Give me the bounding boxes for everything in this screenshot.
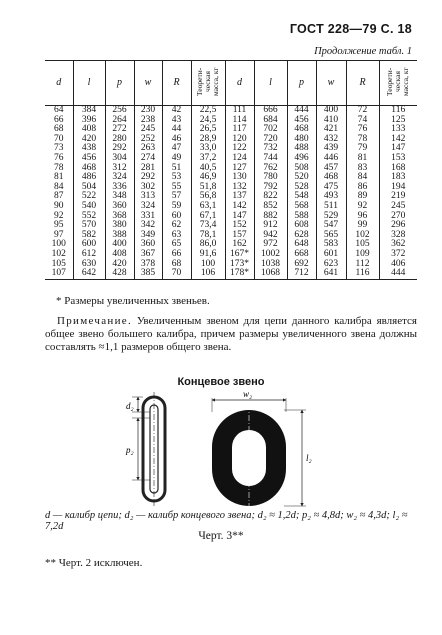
table-cell: 122 [225,144,254,154]
table-cell: 762 [254,164,287,174]
table-cell: 132 [225,183,254,193]
table-cell: 62 [162,221,191,231]
table-cell: 46,9 [191,173,225,183]
table-cell: 342 [134,221,162,231]
table-cell: 100 [191,260,225,270]
table-cell: 372 [379,250,417,260]
table-cell: 183 [379,173,417,183]
table-cell: 304 [105,154,134,164]
table-cell: 348 [105,192,134,202]
table-cell: 942 [254,231,287,241]
table-cell: 81 [346,154,379,164]
table-cell: 274 [134,154,162,164]
column-header-label: Теорети-ческая масса, кг [385,67,411,97]
table-cell: 684 [254,116,287,126]
table-cell: 744 [254,154,287,164]
table-cell: 256 [105,106,134,116]
table-cell: 630 [73,260,105,270]
table-cell: 64 [54,105,64,115]
table-cell: 78 [54,162,64,173]
table-cell: 457 [316,164,346,174]
front-view [212,404,286,509]
table-cell: 568 [287,202,316,212]
table-cell: 78,1 [191,231,225,241]
column-header-label: R [359,77,366,89]
table-cell: 33,0 [191,144,225,154]
column-header-label: p [117,77,122,89]
table-cell: 40,5 [191,164,225,174]
table-cell: 280 [105,135,134,145]
table-cell: 852 [254,202,287,212]
column-header [379,61,417,106]
table-cell: 70 [162,269,191,279]
d2-label: d₂ [126,401,134,411]
table-cell: 570 [73,221,105,231]
end-link-drawing [110,390,340,510]
table-cell: 428 [105,269,134,279]
table-cell: 456 [287,116,316,126]
table-cell: 117 [225,125,254,135]
table-cell: 270 [379,212,417,222]
table-cell: 439 [316,144,346,154]
table-cell: 79 [346,144,379,154]
table-cell: 438 [73,144,105,154]
table-cell: 147 [225,212,254,222]
table-cell: 84 [54,181,64,192]
table-cell: 91,6 [191,250,225,260]
table-cell: 336 [105,183,134,193]
table-cell: 99 [346,221,379,231]
table-cell: 230 [134,106,162,116]
table-cell: 410 [316,116,346,126]
table-cell: 408 [73,125,105,135]
table-cell: 444 [379,269,417,279]
table-cell: 112 [346,260,379,270]
table-cell: 712 [287,269,316,279]
table-cell: 628 [287,231,316,241]
table-cell: 60 [162,212,191,222]
table-cell: 90 [54,200,64,211]
table-cell: 142 [225,202,254,212]
table-cell: 565 [316,231,346,241]
table-cell: 68 [162,260,191,270]
table-cell: 312 [105,164,134,174]
table-cell: 446 [316,154,346,164]
table-cell: 456 [73,154,105,164]
table-cell: 349 [134,231,162,241]
table-cell: 63 [162,231,191,241]
table-cell: 89 [346,192,379,202]
table-cell: 292 [134,173,162,183]
table-cell: 26,5 [191,125,225,135]
table-cell: 57 [162,192,191,202]
table-cell: 194 [379,183,417,193]
table-cell: 245 [134,125,162,135]
table-cell: 540 [73,202,105,212]
column-header [45,61,73,106]
table-cell: 76 [346,125,379,135]
table-cell: 86 [346,183,379,193]
table-cell: 272 [105,125,134,135]
column-header-label: w [144,77,152,89]
table-cell: 522 [73,192,105,202]
table-cell: 67,1 [191,212,225,222]
table-cell: 444 [287,106,316,116]
column-header-label: w [327,77,335,89]
table-cell: 167* [225,250,254,260]
column-header [316,61,346,106]
table-cell: 972 [254,240,287,250]
table-cell: 124 [225,154,254,164]
table-cell: 600 [73,240,105,250]
table-cell: 137 [225,192,254,202]
table-cell: 384 [73,106,105,116]
table-cell: 420 [105,260,134,270]
table-cell: 59 [162,202,191,212]
figure-caption: Черт. 3** [198,530,244,542]
table-cell: 73 [54,143,64,154]
table-cell: 792 [254,183,287,193]
note-label: Примечание. [57,315,133,327]
table-cell: 421 [316,125,346,135]
table-cell: 120 [225,135,254,145]
table-cell: 642 [73,269,105,279]
table-cell: 601 [316,250,346,260]
table-cell: 400 [105,240,134,250]
table-cell: 73,4 [191,221,225,231]
table-cell: 583 [316,240,346,250]
table-cell: 178* [225,269,254,279]
table-cell: 95 [54,220,64,231]
table-cell: 173* [225,260,254,270]
table-cell: 147 [379,144,417,154]
table-cell: 720 [254,135,287,145]
column-header-label: R [173,77,180,89]
table-cell: 114 [225,116,254,126]
table-cell: 367 [134,250,162,260]
table-cell: 22,5 [191,106,225,116]
table-cell: 281 [134,164,162,174]
table-cell: 588 [287,212,316,222]
table-cell: 44 [162,125,191,135]
table-cell: 83 [346,164,379,174]
table-cell: 641 [316,269,346,279]
table-cell: 49 [162,154,191,164]
table-cell: 400 [316,106,346,116]
table-cell: 324 [105,173,134,183]
table-cell: 324 [134,202,162,212]
table-cell: 408 [105,250,134,260]
table-cell: 51,8 [191,183,225,193]
table-cell: 245 [379,202,417,212]
table-cell: 396 [73,116,105,126]
table-cell: 486 [73,173,105,183]
p2-label: p₂ [126,445,134,455]
table-cell: 86,0 [191,240,225,250]
table-cell: 496 [287,154,316,164]
table-cell: 97 [54,229,64,240]
table-cell: 168 [379,164,417,174]
table-cell: 92 [346,202,379,212]
table-cell: 55 [162,183,191,193]
table-cell: 51 [162,164,191,174]
table-cell: 105 [346,240,379,250]
table-cell: 368 [105,212,134,222]
table-cell: 552 [73,212,105,222]
table-cell: 882 [254,212,287,222]
side-view [143,392,165,506]
column-header [73,61,105,106]
column-header-label: p [299,77,304,89]
table-cell: 1068 [254,269,287,279]
table-cell: 780 [254,173,287,183]
table-cell: 548 [287,192,316,202]
column-header [346,61,379,106]
table-cell: 68 [54,124,64,135]
figure-title: Концевое звено [177,376,265,388]
table-cell: 296 [379,221,417,231]
table-cell: 162 [225,240,254,250]
note-text: Увеличенным звеном для цепи данного калибра является общее звено большего калибра, причем размеры увеличенного звена должны составлять ≈1,1 размеров общего звена. [45,315,417,354]
column-header [287,61,316,106]
column-header [162,61,191,106]
table-cell: 493 [316,192,346,202]
table-cell: 66 [162,250,191,260]
dimensions-table-wrapper [45,60,417,280]
table-cell: 520 [287,173,316,183]
table-cell: 53 [162,173,191,183]
table-cell: 612 [73,250,105,260]
table-cell: 475 [316,183,346,193]
table-cell: 116 [379,106,417,116]
table-cell: 133 [379,125,417,135]
table-cell: 263 [134,144,162,154]
table-cell: 511 [316,202,346,212]
table-cell: 623 [316,260,346,270]
table-cell: 111 [225,106,254,116]
table-cell: 378 [134,260,162,270]
table-cell: 582 [73,231,105,241]
table-cell: 76 [54,152,64,163]
table-body [45,106,417,280]
table-cell: 822 [254,192,287,202]
table-cell: 28,9 [191,135,225,145]
table-cell: 292 [105,144,134,154]
table-cell: 666 [254,106,287,116]
table-cell: 102 [346,231,379,241]
table-cell: 72 [346,106,379,116]
table-cell: 219 [379,192,417,202]
table-cell: 238 [134,116,162,126]
note-paragraph [45,315,417,355]
table-cell: 74 [346,116,379,126]
table-cell: 66 [54,114,64,125]
table-cell: 107 [45,269,73,279]
w2-label: w₂ [243,390,253,399]
column-header [191,61,225,106]
table-cell: 468 [73,164,105,174]
table-cell: 528 [287,183,316,193]
column-header [254,61,287,106]
table-cell: 24,5 [191,116,225,126]
table-cell: 380 [105,221,134,231]
table-cell: 648 [287,240,316,250]
table-cell: 43 [162,116,191,126]
column-header-label: d [237,77,242,89]
table-cell: 153 [379,154,417,164]
table-cell: 84 [346,173,379,183]
table-cell: 100 [51,239,66,250]
table-cell: 388 [105,231,134,241]
column-header [105,61,134,106]
table-cell: 732 [254,144,287,154]
table-cell: 508 [287,164,316,174]
table-footnote: * Размеры увеличенных звеньев. [56,295,210,307]
table-cell: 406 [379,260,417,270]
table-header-row [45,61,417,106]
table-cell: 81 [54,172,64,183]
table-cell: 702 [254,125,287,135]
table-cell: 420 [73,135,105,145]
table-cell: 264 [105,116,134,126]
table-cell: 106 [191,269,225,279]
table-cell: 328 [379,231,417,241]
table-cell: 109 [346,250,379,260]
page-header: ГОСТ 228—79 С. 18 [289,22,412,36]
table-cell: 362 [379,240,417,250]
table-cell: 96 [346,212,379,222]
table-cell: 488 [287,144,316,154]
table-cell: 547 [316,221,346,231]
table-cell: 468 [287,125,316,135]
table-cell: 480 [287,135,316,145]
column-header [225,61,254,106]
table-cell: 78 [346,135,379,145]
table-cell: 127 [225,164,254,174]
table-cell: 116 [346,269,379,279]
table-cell: 608 [287,221,316,231]
table-cell: 130 [225,173,254,183]
table-cell: 302 [134,183,162,193]
table-cell: 70 [54,133,64,144]
table-cell: 46 [162,135,191,145]
table-cell: 912 [254,221,287,231]
table-cell: 331 [134,212,162,222]
table-cell: 142 [379,135,417,145]
table-cell: 42 [162,106,191,116]
table-cell: 65 [162,240,191,250]
column-header-label: d [56,77,62,89]
table-continuation-label: Продолжение табл. 1 [314,46,412,57]
dimensions-table [45,60,417,280]
table-cell: 92 [54,210,64,221]
table-cell: 360 [105,202,134,212]
table-cell: 1038 [254,260,287,270]
table-cell: 504 [73,183,105,193]
table-cell: 313 [134,192,162,202]
table-cell: 157 [225,231,254,241]
table-cell: 529 [316,212,346,222]
table-cell: 37,2 [191,154,225,164]
l2-label: l₂ [306,453,312,463]
column-header-label: l [269,77,272,89]
figure-legend: d — калибр цепи; d₂ — калибр концевого звена; d₂ ≈ 1,2d; p₂ ≈ 4,8d; w₂ ≈ 4,3d; l₂ ≈ 7,2d [45,510,408,532]
column-header-label: Теорети-ческая масса, кг [195,67,220,97]
table-row [45,269,417,279]
table-cell: 1002 [254,250,287,260]
table-cell: 56,8 [191,192,225,202]
table-cell: 432 [316,135,346,145]
table-cell: 105 [51,258,66,269]
excluded-drawing-note: ** Черт. 2 исключен. [45,557,143,569]
table-cell: 468 [316,173,346,183]
column-header [134,61,162,106]
table-cell: 668 [287,250,316,260]
table-cell: 87 [54,191,64,202]
table-cell: 47 [162,144,191,154]
table-cell: 385 [134,269,162,279]
table-cell: 102 [51,248,66,259]
table-cell: 360 [134,240,162,250]
table-cell: 252 [134,135,162,145]
table-cell: 125 [379,116,417,126]
table-cell: 63,1 [191,202,225,212]
table-cell: 152 [225,221,254,231]
column-header-label: l [87,77,91,89]
table-cell: 692 [287,260,316,270]
